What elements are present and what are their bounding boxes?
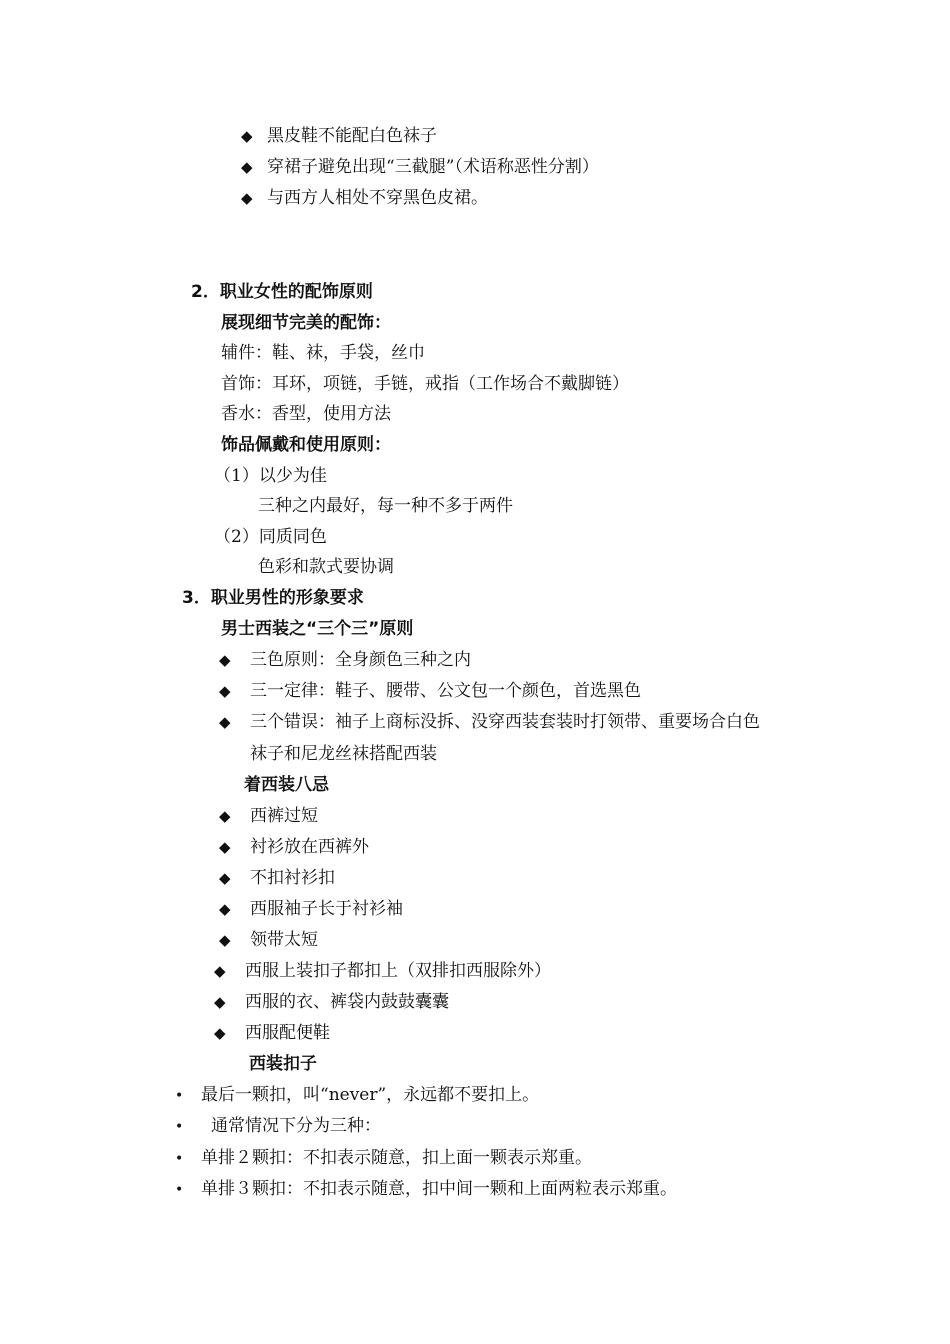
bullet-text: 不扣衬衫扣 <box>250 868 335 888</box>
rule-title: （1）以少为佳 <box>214 466 327 486</box>
dot-bullet-icon: • <box>175 1088 184 1104</box>
bullet-text: 三个错误：袖子上商标没拆、没穿西装套装时打领带、重要场合白色 <box>250 712 760 732</box>
bullet-text: 穿裙子避免出现“三截腿”（术语称恶性分割） <box>267 157 599 177</box>
bullet-text: 衬衫放在西裤外 <box>250 837 369 857</box>
diamond-bullet-icon: ◆ <box>219 900 231 918</box>
section-heading: 2．职业女性的配饰原则 <box>191 282 373 302</box>
list-item <box>219 866 335 890</box>
diamond-bullet-icon: ◆ <box>219 807 231 825</box>
rule-detail: 三种之内最好，每一种不多于两件 <box>258 496 513 516</box>
list-item <box>175 1177 677 1201</box>
section-heading: 3．职业男性的形象要求 <box>182 588 364 608</box>
bullet-text: 单排２颗扣：不扣表示随意，扣上面一颗表示郑重。 <box>201 1148 592 1168</box>
bullet-text: 最后一颗扣，叫“never”，永远都不要扣上。 <box>201 1085 540 1105</box>
diamond-bullet-icon: ◆ <box>214 993 226 1011</box>
bullet-text: 西服袖子长于衬衫袖 <box>250 899 403 919</box>
bullet-text: 领带太短 <box>250 930 318 950</box>
bullet-text: 三一定律：鞋子、腰带、公文包一个颜色，首选黑色 <box>250 681 641 701</box>
diamond-bullet-icon: ◆ <box>219 931 231 949</box>
bullet-text: 与西方人相处不穿黑色皮裙。 <box>267 188 488 208</box>
list-item <box>241 155 599 179</box>
text-line: 首饰：耳环，项链，手链，戒指（工作场合不戴脚链） <box>221 374 629 394</box>
list-item <box>219 804 318 828</box>
list-item <box>219 648 471 672</box>
text-line: 香水：香型，使用方法 <box>221 404 391 424</box>
subheading: 西装扣子 <box>249 1054 317 1074</box>
subheading: 饰品佩戴和使用原则： <box>221 435 391 455</box>
bullet-text: 通常情况下分为三种： <box>211 1116 381 1136</box>
diamond-bullet-icon: ◆ <box>214 962 226 980</box>
list-item <box>214 1021 330 1045</box>
list-item <box>219 928 318 952</box>
subheading: 男士西装之“三个三”原则 <box>221 619 414 639</box>
diamond-bullet-icon: ◆ <box>214 1024 226 1042</box>
subheading: 着西装八忌 <box>244 775 329 795</box>
diamond-bullet-icon: ◆ <box>219 838 231 856</box>
list-item <box>219 710 760 734</box>
bullet-continuation: 袜子和尼龙丝袜搭配西装 <box>250 744 437 764</box>
list-item <box>175 1146 592 1170</box>
list-item <box>175 1083 539 1107</box>
list-item <box>219 897 403 921</box>
bullet-text: 西服配便鞋 <box>245 1023 330 1043</box>
list-item <box>175 1114 381 1138</box>
bullet-text: 西服的衣、裤袋内鼓鼓囊囊 <box>245 992 449 1012</box>
diamond-bullet-icon: ◆ <box>241 189 253 207</box>
list-item <box>241 124 437 148</box>
diamond-bullet-icon: ◆ <box>241 127 253 145</box>
text-line: 辅件：鞋、袜，手袋，丝巾 <box>221 343 425 363</box>
dot-bullet-icon: • <box>175 1182 184 1198</box>
bullet-text: 西裤过短 <box>250 806 318 826</box>
bullet-text: 西服上装扣子都扣上（双排扣西服除外） <box>245 961 551 981</box>
diamond-bullet-icon: ◆ <box>241 158 253 176</box>
diamond-bullet-icon: ◆ <box>219 682 231 700</box>
list-item <box>219 835 369 859</box>
diamond-bullet-icon: ◆ <box>219 713 231 731</box>
bullet-text: 三色原则：全身颜色三种之内 <box>250 650 471 670</box>
dot-bullet-icon: • <box>175 1119 184 1135</box>
rule-title: （2）同质同色 <box>214 527 327 547</box>
bullet-text: 单排３颗扣：不扣表示随意，扣中间一颗和上面两粒表示郑重。 <box>201 1179 677 1199</box>
dot-bullet-icon: • <box>175 1151 184 1167</box>
subheading: 展现细节完美的配饰： <box>221 313 391 333</box>
list-item <box>241 186 488 210</box>
diamond-bullet-icon: ◆ <box>219 869 231 887</box>
bullet-text: 黑皮鞋不能配白色袜子 <box>267 126 437 146</box>
list-item <box>214 990 449 1014</box>
list-item <box>214 959 551 983</box>
rule-detail: 色彩和款式要协调 <box>258 557 394 577</box>
list-item <box>219 679 641 703</box>
diamond-bullet-icon: ◆ <box>219 651 231 669</box>
